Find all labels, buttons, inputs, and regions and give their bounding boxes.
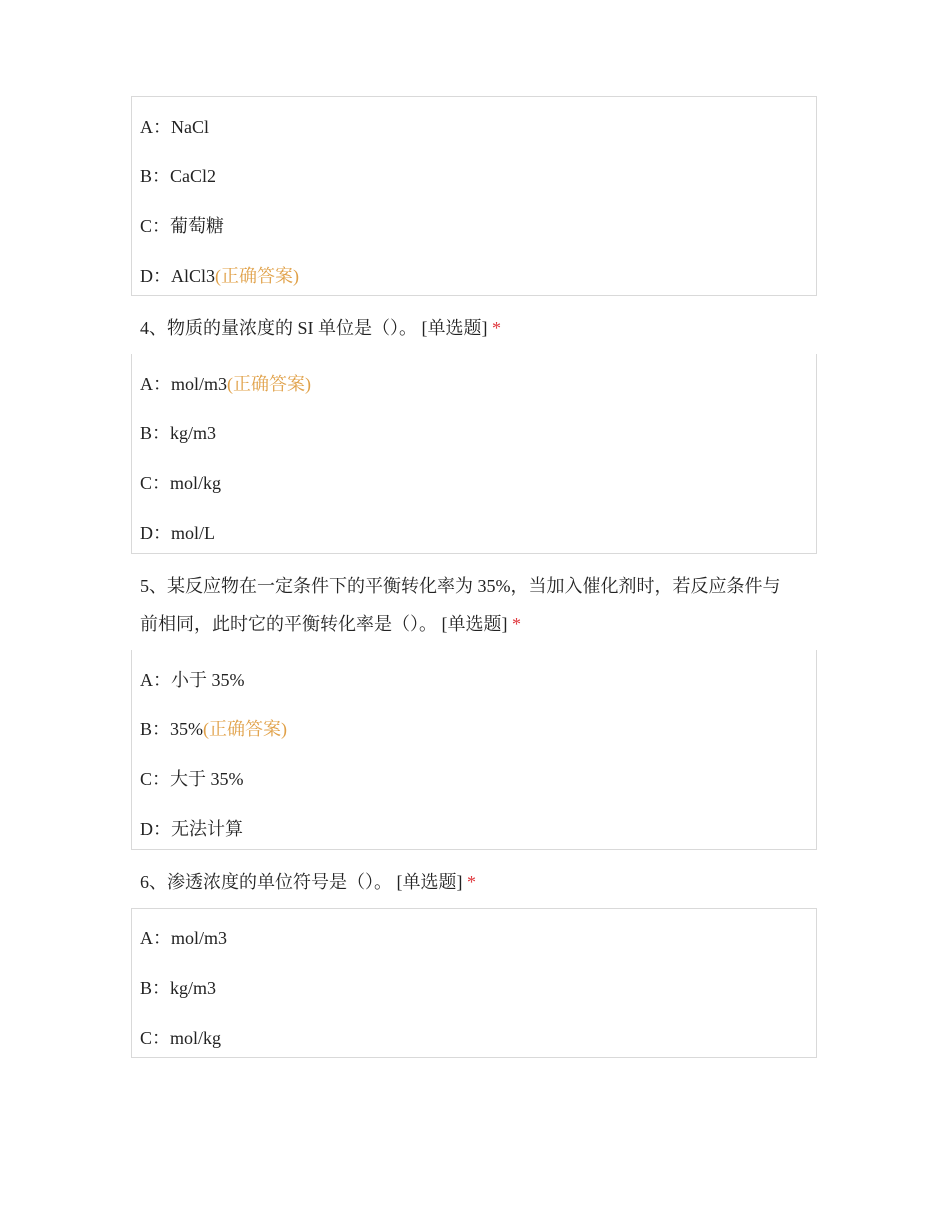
option-text: A：小于 35% (140, 670, 245, 690)
question-text: 6、渗透浓度的单位符号是（）。 [单选题] (140, 872, 467, 892)
option-text: A：mol/m3 (140, 928, 228, 948)
q5-title (140, 567, 820, 643)
q6-option-a (140, 926, 227, 950)
q4-option-b (140, 421, 216, 445)
option-text: C：大于 35% (140, 769, 244, 789)
q6-option-b (140, 976, 216, 1000)
option-text: C：葡萄糖 (140, 216, 225, 236)
q4-title (140, 309, 820, 347)
required-marker: * (467, 872, 476, 892)
q4-option-c (140, 471, 221, 495)
option-text: B：kg/m3 (140, 423, 217, 443)
q3-option-c (140, 214, 224, 238)
correct-answer-label: (正确答案) (227, 374, 312, 394)
correct-answer-label: (正确答案) (215, 266, 300, 286)
option-text: D：AlCl3 (140, 266, 216, 286)
option-text: B：kg/m3 (140, 978, 217, 998)
q3-option-a (140, 115, 209, 139)
option-text: B：35% (140, 719, 203, 739)
option-text: D：mol/L (140, 523, 215, 543)
q4-option-d (140, 521, 215, 545)
question-text: 前相同，此时它的平衡转化率是（）。 [单选题] (140, 614, 512, 634)
q3-option-d (140, 264, 299, 288)
q6-option-c (140, 1026, 221, 1050)
q6-options-box (131, 908, 817, 1058)
q3-options-box (131, 96, 817, 296)
q5-option-d (140, 817, 243, 841)
option-text: D：无法计算 (140, 819, 243, 839)
required-marker: * (512, 614, 521, 634)
option-text: C：mol/kg (140, 1028, 222, 1048)
q5-option-b (140, 717, 287, 741)
option-text: A：mol/m3 (140, 374, 228, 394)
q5-options-box (131, 650, 817, 850)
q6-title (140, 863, 820, 901)
question-text-line2 (140, 605, 820, 643)
option-text: B：CaCl2 (140, 166, 217, 186)
correct-answer-label: (正确答案) (203, 719, 287, 739)
q5-option-a (140, 668, 245, 692)
required-marker: * (492, 318, 501, 338)
question-text: 4、物质的量浓度的 SI 单位是（）。 [单选题] (140, 318, 492, 338)
q4-option-a (140, 372, 311, 396)
q4-options-box (131, 354, 817, 554)
option-text: C：mol/kg (140, 473, 222, 493)
q3-option-b (140, 164, 216, 188)
question-text-line1: 5、某反应物在一定条件下的平衡转化率为 35%，当加入催化剂时，若反应条件与 (140, 576, 781, 596)
q5-option-c (140, 767, 244, 791)
option-text: A：NaCl (140, 117, 209, 137)
